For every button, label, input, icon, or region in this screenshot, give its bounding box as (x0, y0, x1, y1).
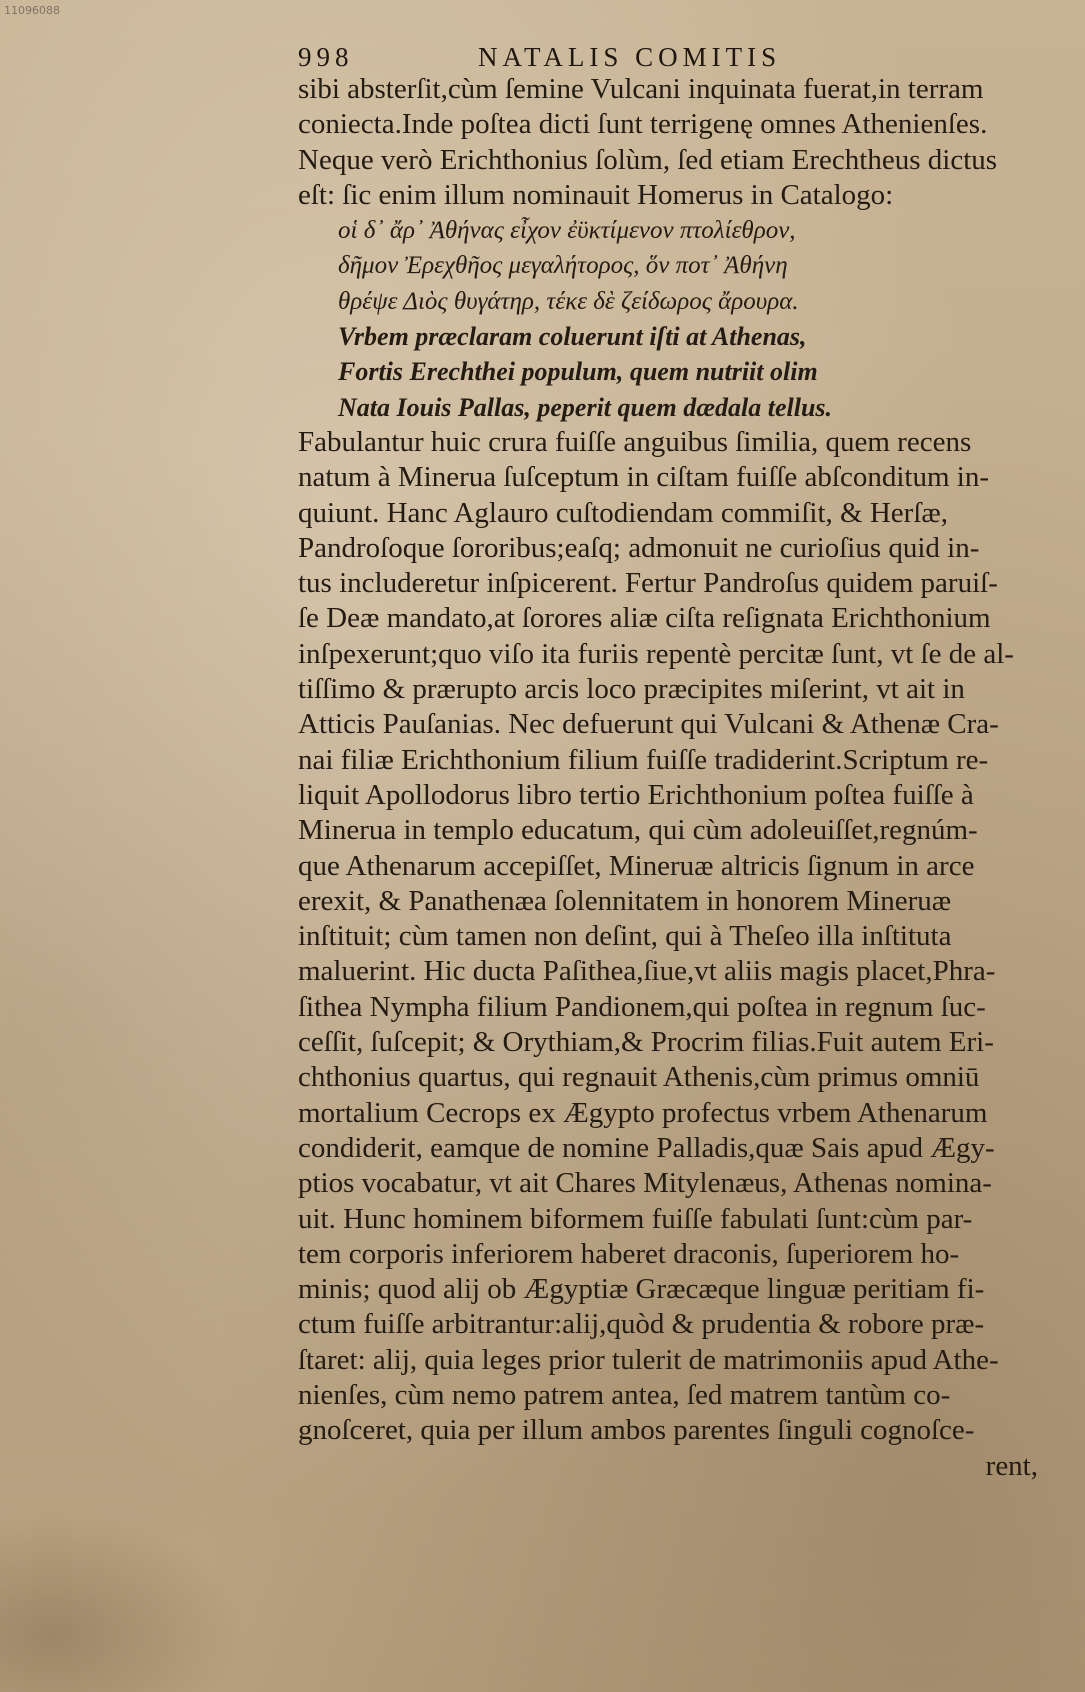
latin-verse-line: Nata Iouis Pallas, peperit quem dædala tellus. (338, 392, 833, 422)
text-line: nienſes, cùm nemo patrem antea, ſed matrem tantùm co- (298, 1378, 951, 1411)
text-line: eſt: ſic enim illum nominauit Homerus in Catalogo: (298, 178, 894, 211)
text-line: ſe Deæ mandato,at ſorores aliæ ciſta reſignata Erichthonium (298, 602, 991, 635)
text-line: ceſſit, ſuſcepit; & Orythiam,& Procrim filias.Fuit autem Eri- (298, 1026, 994, 1059)
text-line: maluerint. Hic ducta Paſithea,ſiue,vt aliis magis placet,Phra- (298, 955, 996, 988)
greek-verse-line: θρέψε Διὸς θυγάτηρ, τέκε δὲ ζείδωρος ἄρουρα. (338, 287, 799, 315)
text-line: natum à Minerua ſuſceptum in ciſtam fuiſſe abſconditum in- (298, 461, 989, 494)
text-line: Atticis Pauſanias. Nec defuerunt qui Vulcani & Athenæ Cra- (298, 708, 999, 741)
catchword: rent, (985, 1449, 1038, 1482)
text-line: Fabulantur huic crura fuiſſe anguibus ſimilia, quem recens (298, 425, 972, 458)
latin-verse-line: Fortis Erechthei populum, quem nutriit olim (338, 357, 818, 387)
greek-verse-line: δῆμον Ἐρεχθῆος μεγαλήτορος, ὅν ποτ᾽ Ἀθήνη (338, 252, 788, 280)
text-block (298, 72, 1038, 1484)
text-line: chthonius quartus, qui regnauit Athenis,cùm primus omniū (298, 1061, 980, 1094)
text-line: Minerua in templo educatum, qui cùm adoleuiſſet,regnúm- (298, 814, 978, 847)
text-line: sibi absterſit,cùm ſemine Vulcani inquinata fuerat,in terram (298, 73, 984, 105)
text-line: condiderit, eamque de nomine Palladis,quæ Sais apud Ægy- (298, 1131, 995, 1164)
greek-verse-line: οἱ δ᾽ ἄρ᾽ Ἀθήνας εἶχον ἐϋκτίμενον πτολίεθρον, (338, 217, 796, 245)
page-number: 998 (298, 42, 354, 72)
latin-verse-line: Vrbem præclaram coluerunt iſti at Athenas, (338, 322, 807, 352)
text-line: ſtaret: alij, quia leges prior tulerit de matrimoniis apud Athe- (298, 1343, 999, 1376)
text-line: que Athenarum accepiſſet, Mineruæ altricis ſignum in arce (298, 849, 975, 882)
running-title: NATALIS COMITIS (478, 42, 782, 72)
text-line: coniecta.Inde poſtea dicti ſunt terrigenę omnes Athenienſes. (298, 108, 988, 141)
text-line: tiſſimo & prærupto arcis loco præcipites miſerint, vt ait in (298, 673, 965, 706)
text-line: ptios vocabatur, vt ait Chares Mitylenæus, Athenas nomina- (298, 1167, 992, 1200)
text-line: Neque verò Erichthonius ſolùm, ſed etiam Erechtheus dictus (298, 143, 998, 176)
text-line: ctum fuiſſe arbitrantur:alij,quòd & prudentia & robore præ- (298, 1308, 985, 1341)
text-line: tem corporis inferiorem haberet draconis, ſuperiorem ho- (298, 1237, 960, 1270)
text-line: ſithea Nympha filium Pandionem,qui poſtea in regnum ſuc- (298, 990, 986, 1023)
text-line: liquit Apollodorus libro tertio Erichthonium poſtea fuiſſe à (298, 778, 974, 811)
text-line: inſpexerunt;quo viſo ita furiis repentè percitæ ſunt, vt ſe de al- (298, 637, 1014, 670)
text-line: quiunt. Hanc Aglauro cuſtodiendam commiſit, & Herſæ, (298, 496, 948, 529)
text-line: nai filiæ Erichthonium filium fuiſſe tradiderint.Scriptum re- (298, 743, 989, 776)
text-line: minis; quod alij ob Ægyptiæ Græcæque linguæ peritiam fi- (298, 1273, 985, 1306)
text-line: gnoſceret, quia per illum ambos parentes ſinguli cognoſce- (298, 1414, 975, 1447)
text-line: mortalium Cecrops ex Ægypto profectus vrbem Athenarum (298, 1096, 988, 1129)
page-stain (0, 1500, 260, 1692)
text-line: uit. Hunc hominem biformem fuiſſe fabulati ſunt:cùm par- (298, 1202, 973, 1235)
text-line: erexit, & Panathenæa ſolennitatem in honorem Mineruæ (298, 884, 952, 917)
text-line: tus includeretur inſpicerent. Fertur Pandroſus quidem paruiſ- (298, 567, 998, 600)
text-line: inſtituit; cùm tamen non deſint, qui à Theſeo illa inſtituta (298, 920, 952, 953)
scan-id-label: 11096088 (4, 4, 60, 17)
text-line: Pandroſoque ſororibus;eaſq; admonuit ne curioſius quid in- (298, 531, 980, 564)
